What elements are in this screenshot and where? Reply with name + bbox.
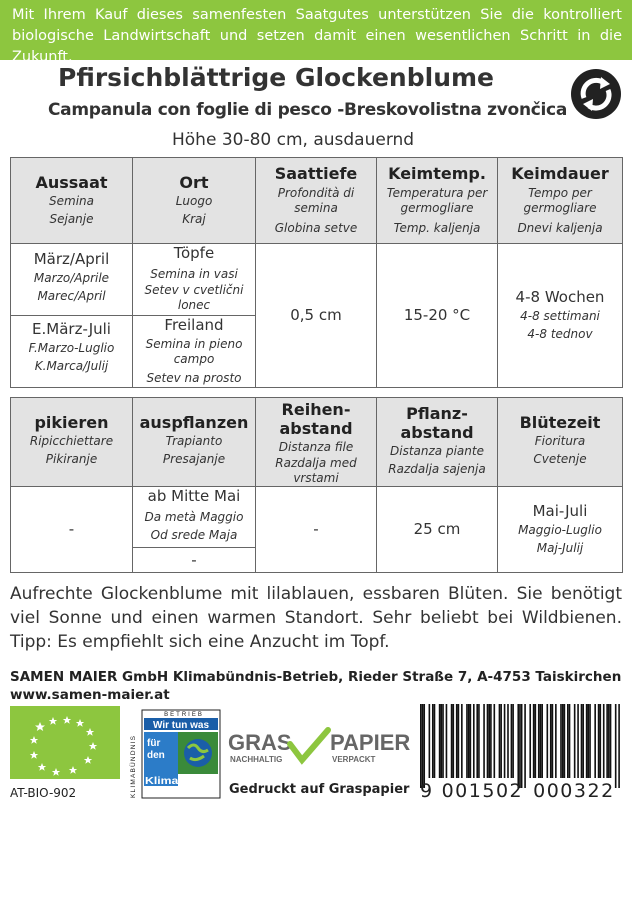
barcode-number (420, 780, 615, 802)
barcode-bar (569, 704, 571, 778)
barcode-bar (451, 704, 453, 778)
keimdauer-cell: 4-8 Wochen 4-8 settimani 4-8 tednov (498, 244, 623, 388)
pflanzabstand-cell: 25 cm (377, 487, 498, 573)
barcode-bar (507, 704, 509, 778)
barcode-bar (618, 704, 620, 788)
company-info (10, 668, 621, 704)
barcode-bar (588, 704, 590, 778)
barcode-bar (487, 704, 489, 778)
planting-table-header (11, 398, 623, 487)
barcode-bar (434, 704, 436, 778)
sowing-table-header (11, 158, 623, 244)
barcode-bar (562, 704, 564, 778)
klima-line1: Wir tun was (152, 720, 210, 731)
header-auspflanzen: auspflanzen Trapianto Presajanje (133, 398, 256, 487)
barcode-bar (540, 704, 542, 778)
barcode-bar (442, 704, 444, 778)
barcode-bar (606, 704, 608, 778)
barcode-bar (615, 704, 617, 788)
barcode-bar (555, 704, 557, 778)
barcode-bar (483, 704, 485, 778)
gras-sub2: VERPACKT (332, 755, 376, 764)
barcode-bar (452, 704, 454, 778)
sowing-row (11, 244, 623, 316)
planting-row (11, 487, 623, 548)
barcode-bar (473, 704, 475, 778)
klima-line3: den (147, 750, 165, 761)
header-keimtemp: Keimtemp. Temperatura per germogliare Temp. kaljenja (377, 158, 498, 244)
product-title: Pfirsichblättrige Glockenblume (58, 63, 494, 92)
barcode-bar (511, 704, 513, 778)
description: Aufrechte Glockenblume mit lilablauen, essbaren Blüten. Sie benötigt viel Sonne und einen warmen Standort. Sehr beliebt bei Wildbienen. Tipp: Es empfiehlt sich eine Anzucht im Topf. (10, 584, 622, 652)
barcode-bar (567, 704, 569, 778)
klima-side-label: KLIMABÜNDNIS (130, 734, 137, 798)
barcode-bar (577, 704, 579, 778)
barcode-bar (470, 704, 472, 778)
company-address: SAMEN MAIER GmbH Klimabündnis-Betrieb, Rieder Straße 7, A-4753 Taiskirchen (10, 669, 622, 685)
planting-table (10, 397, 623, 573)
barcode-bar (610, 704, 612, 778)
barcode-bar (517, 704, 519, 788)
barcode-bar (529, 704, 531, 778)
barcode-bar (582, 704, 584, 778)
keimtemp-cell: 15-20 °C (377, 244, 498, 388)
barcode-bar (420, 704, 422, 788)
barcode-bar (574, 704, 576, 778)
sowing-table (10, 157, 623, 388)
barcode-bar (423, 704, 425, 788)
header-ort: Ort Luogo Kraj (133, 158, 256, 244)
barcode-bar (586, 704, 588, 778)
barcode-bar (441, 704, 443, 778)
barcode-bar (494, 704, 496, 778)
klimabuendnis-logo (126, 708, 222, 800)
barcode-bar (439, 704, 441, 778)
auspflanzen-extra-cell: - (133, 548, 256, 573)
barcode (418, 704, 622, 788)
barcode-bar (461, 704, 463, 778)
barcode-bar (466, 704, 468, 778)
barcode-bar (432, 704, 434, 778)
auspflanzen-cell: ab Mitte Mai Da metà Maggio Od srede Maja (133, 487, 256, 548)
bio-code: AT-BIO-902 (10, 786, 77, 800)
header-saattiefe: Saattiefe Profondità di semina Globina setve (256, 158, 377, 244)
height-info: Höhe 30-80 cm, ausdauernd (172, 130, 415, 150)
barcode-bar (550, 704, 552, 778)
header-pikieren: pikieren Ripicchiettare Pikiranje (11, 398, 133, 487)
barcode-bar (519, 704, 521, 788)
bluetezeit-cell: Mai-Juli Maggio-Luglio Maj-Julij (498, 487, 623, 573)
header-aussaat: Aussaat Semina Sejanje (11, 158, 133, 244)
barcode-bar (541, 704, 543, 778)
papier-word: PAPIER (330, 730, 411, 755)
klima-top-label: BETRIEB (164, 712, 204, 718)
barcode-bar (599, 704, 601, 778)
banner-text: Mit Ihrem Kauf dieses samenfesten Saatgutes unterstützen Sie die kontrolliert biologische Landwirtschaft und setzen damit einen wesentlichen Schritt in die Zukunft. (12, 7, 622, 65)
header-reihenabstand: Reihen-abstand Distanza file Razdalja med vrstami (256, 398, 377, 487)
recycle-icon (570, 68, 622, 120)
eu-organic-logo (10, 706, 120, 779)
barcode-bar (512, 704, 514, 778)
barcode-bar (594, 704, 596, 778)
barcode-left: 001502 (441, 780, 524, 802)
barcode-bar (458, 704, 460, 778)
ort-cell: Freiland Semina in pieno campo Setev na prosto (133, 316, 256, 388)
barcode-bar (524, 704, 526, 788)
barcode-bar (500, 704, 502, 778)
barcode-bar (490, 704, 492, 778)
gras-sub1: NACHHALTIG (230, 755, 283, 764)
barcode-bar (429, 704, 431, 778)
info-banner (0, 0, 632, 65)
reihenabstand-cell: - (256, 487, 377, 573)
barcode-bar (478, 704, 480, 778)
barcode-bar (456, 704, 458, 778)
aussaat-cell: März/April Marzo/Aprile Marec/April (11, 244, 133, 316)
barcode-bar (564, 704, 566, 778)
graspapier-logo (228, 726, 412, 770)
barcode-bar (422, 704, 424, 788)
aussaat-cell: E.März-Juli F.Marzo-Luglio K.Marca/Julij (11, 316, 133, 388)
barcode-bar (504, 704, 506, 778)
barcode-bar (547, 704, 549, 778)
klima-line2: für (147, 738, 161, 749)
website: www.samen-maier.at (10, 687, 170, 703)
header-pflanzabstand: Pflanz-abstand Distanza piante Razdalja sajenja (377, 398, 498, 487)
barcode-bar (538, 704, 540, 778)
barcode-bar (521, 704, 523, 788)
barcode-bar (589, 704, 591, 778)
header-keimdauer: Keimdauer Tempo per germogliare Dnevi kaljenja (498, 158, 623, 244)
barcode-bar (446, 704, 448, 778)
barcode-bar (560, 704, 562, 778)
pikieren-cell: - (11, 487, 133, 573)
header-bluetezeit: Blütezeit Fioritura Cvetenje (498, 398, 623, 487)
gras-word: GRAS (228, 730, 292, 755)
barcode-bar (581, 704, 583, 778)
product-subtitle: Campanula con foglie di pesco -Breskovolistna zvončica (48, 100, 567, 120)
barcode-bar (535, 704, 537, 778)
klima-line4: Klimaschutz (145, 776, 217, 787)
barcode-bar (608, 704, 610, 778)
barcode-digit: 9 (420, 780, 434, 802)
barcode-bar (603, 704, 605, 778)
barcode-bar (476, 704, 478, 778)
ort-cell: Töpfe Semina in vasi Setev v cvetlični lonec (133, 244, 256, 316)
barcode-bar (533, 704, 535, 778)
saattiefe-cell: 0,5 cm (256, 244, 377, 388)
barcode-bar (552, 704, 554, 778)
barcode-bar (499, 704, 501, 778)
printed-on: Gedruckt auf Graspapier (229, 782, 410, 797)
barcode-bar (488, 704, 490, 778)
barcode-right: 000322 (533, 780, 615, 802)
barcode-bar (468, 704, 470, 778)
barcode-bar (598, 704, 600, 778)
